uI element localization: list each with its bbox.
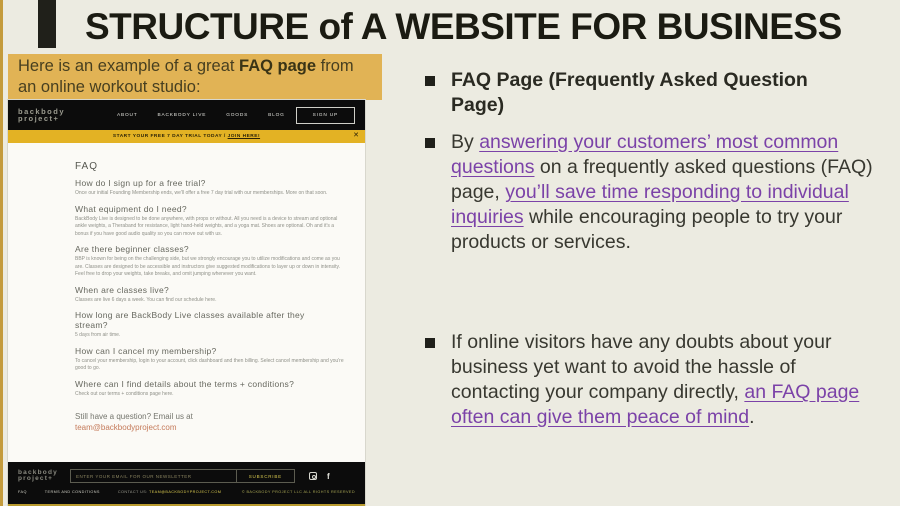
faq-answer: Once our initial Founding Membership ends, we'll offer a free 7 day trial with our memberships. More on that soon.	[75, 190, 328, 196]
newsletter-email-input[interactable]	[71, 470, 236, 482]
site-logo[interactable]	[18, 108, 65, 123]
footer-logo-line2: project+	[18, 475, 54, 482]
faq-answer: To cancel your membership, login to your account, click dashboard and then billing. Select cancel membership and you're good to go.	[75, 357, 344, 371]
banner-text: START YOUR FREE 7 DAY TRIAL TODAY /	[112, 134, 228, 139]
footer-bottom-row	[18, 490, 355, 494]
site-logo-line2: project+	[18, 114, 60, 123]
site-nav	[117, 113, 285, 118]
faq-question: Where can I find details about the terms + conditions?	[75, 378, 295, 389]
trial-banner	[8, 130, 365, 143]
faq-answer: BBP is known for being on the challenging side, but we strongly encourage you to utilize modifications and come as you are. Classes are designed to be accessible and instructors give suggested modifications to layer up or down in intensity. Feel free to drop your weights, take breaks, and omit jumping whenever you want.	[75, 256, 341, 277]
instagram-icon[interactable]	[309, 472, 317, 480]
faq-question: How long are BackBody Live classes available after they stream?	[75, 310, 305, 330]
newsletter-form	[70, 469, 295, 483]
bullet2-text-pre: By	[451, 131, 480, 153]
website-screenshot	[8, 100, 365, 506]
bullet-answering-questions	[425, 130, 887, 255]
nav-item-about[interactable]: ABOUT	[117, 112, 138, 118]
footer-contact-email-link[interactable]: TEAM@BACKBODYPROJECT.COM	[149, 490, 222, 494]
bullet3-text-pre: If online visitors have any doubts about your business yet want to avoid the hassle of contacting your company directly,	[451, 331, 832, 403]
faq-answer: Classes are live 6 days a week. You can find our schedule here.	[75, 296, 217, 303]
link-faq-peace-of-mind[interactable]: an FAQ page often can give them peace of mind	[451, 381, 860, 428]
site-footer	[8, 462, 365, 506]
bullet3-text-post: .	[749, 406, 755, 428]
faq-item	[75, 285, 352, 305]
bullet2-text-post: while encouraging people to try your products or services.	[451, 206, 843, 253]
faq-question: How can I cancel my membership?	[75, 345, 217, 356]
callout-text-bold: FAQ page	[239, 57, 317, 75]
facebook-icon[interactable]: f	[326, 471, 330, 481]
footer-copyright: © BACKBODY PROJECT LLC ALL RIGHTS RESERVED	[241, 490, 355, 494]
page-title: STRUCTURE of A WEBSITE FOR BUSINESS	[85, 6, 842, 47]
footer-contact-prefix: CONTACT US:	[117, 490, 150, 494]
banner-join-link[interactable]: JOIN HERE!	[227, 134, 261, 139]
faq-item	[75, 244, 352, 279]
contact-email-link[interactable]: team@backbodyproject.com	[75, 423, 177, 432]
footer-logo-line1: backbody	[18, 468, 58, 476]
bullet-faq-page-heading	[425, 68, 865, 118]
footer-contact	[118, 490, 222, 494]
faq-question: What equipment do I need?	[75, 203, 187, 214]
bullet-square-icon	[425, 138, 435, 148]
faq-item	[75, 178, 352, 198]
nav-item-blog[interactable]: BLOG	[268, 112, 285, 118]
callout-box	[8, 54, 382, 100]
contact-block	[75, 411, 352, 433]
link-answering-customers-questions[interactable]: answering your customers’ most common questions	[451, 131, 839, 178]
nav-item-goods[interactable]: GOODS	[226, 112, 249, 118]
site-header	[8, 100, 365, 130]
close-icon[interactable]: ✕	[353, 132, 359, 139]
link-save-time-inquiries[interactable]: you’ll save time responding to individual inquiries	[451, 181, 849, 228]
faq-item	[75, 379, 352, 399]
signup-button[interactable]: SIGN UP	[296, 107, 355, 124]
faq-answer: Check out our terms + conditions page here.	[75, 390, 174, 397]
contact-question-text: Still have a question? Email us at	[75, 412, 193, 421]
faq-content	[8, 143, 365, 433]
faq-answer: 5 days from air time.	[75, 332, 121, 338]
footer-top-row	[18, 469, 355, 483]
social-icons	[309, 472, 330, 481]
footer-link-faq[interactable]: FAQ	[18, 490, 27, 494]
faq-item	[75, 310, 352, 340]
bullet-heading-text: FAQ Page (Frequently Asked Question Page)	[451, 69, 808, 116]
bullet-square-icon	[425, 338, 435, 348]
site-logo-line1: backbody	[18, 106, 66, 116]
callout-text-pre: Here is an example of a great	[18, 57, 240, 75]
left-accent-line	[0, 0, 3, 506]
faq-page-title: FAQ	[75, 161, 99, 172]
footer-link-terms[interactable]: TERMS AND CONDITIONS	[44, 490, 100, 494]
faq-question: How do I sign up for a free trial?	[75, 178, 206, 188]
footer-logo	[18, 470, 58, 483]
nav-item-backbody-live[interactable]: BACKBODY LIVE	[157, 112, 207, 118]
faq-question: Are there beginner classes?	[75, 244, 189, 254]
bullet-online-visitors	[425, 330, 887, 430]
subscribe-button[interactable]: SUBSCRIBE	[236, 470, 294, 482]
faq-question: When are classes live?	[75, 284, 169, 295]
faq-item	[75, 204, 352, 239]
bullet2-text-mid: on a frequently asked questions (FAQ) page,	[451, 156, 873, 203]
callout-text-post: from an online workout studio:	[18, 57, 354, 96]
faq-item	[75, 346, 352, 373]
bullet-square-icon	[425, 76, 435, 86]
faq-answer: BackBody Live is designed to be done anywhere, with props or without. All you need is a device to stream and optional ankle weights, a Theraband for resistance, light hand-held weights, and a yoga mat. Shoes are optional. Oh and it's a bonus if you have good audio quality so you can move out with us.	[75, 215, 338, 237]
title-accent-bar	[38, 0, 56, 48]
